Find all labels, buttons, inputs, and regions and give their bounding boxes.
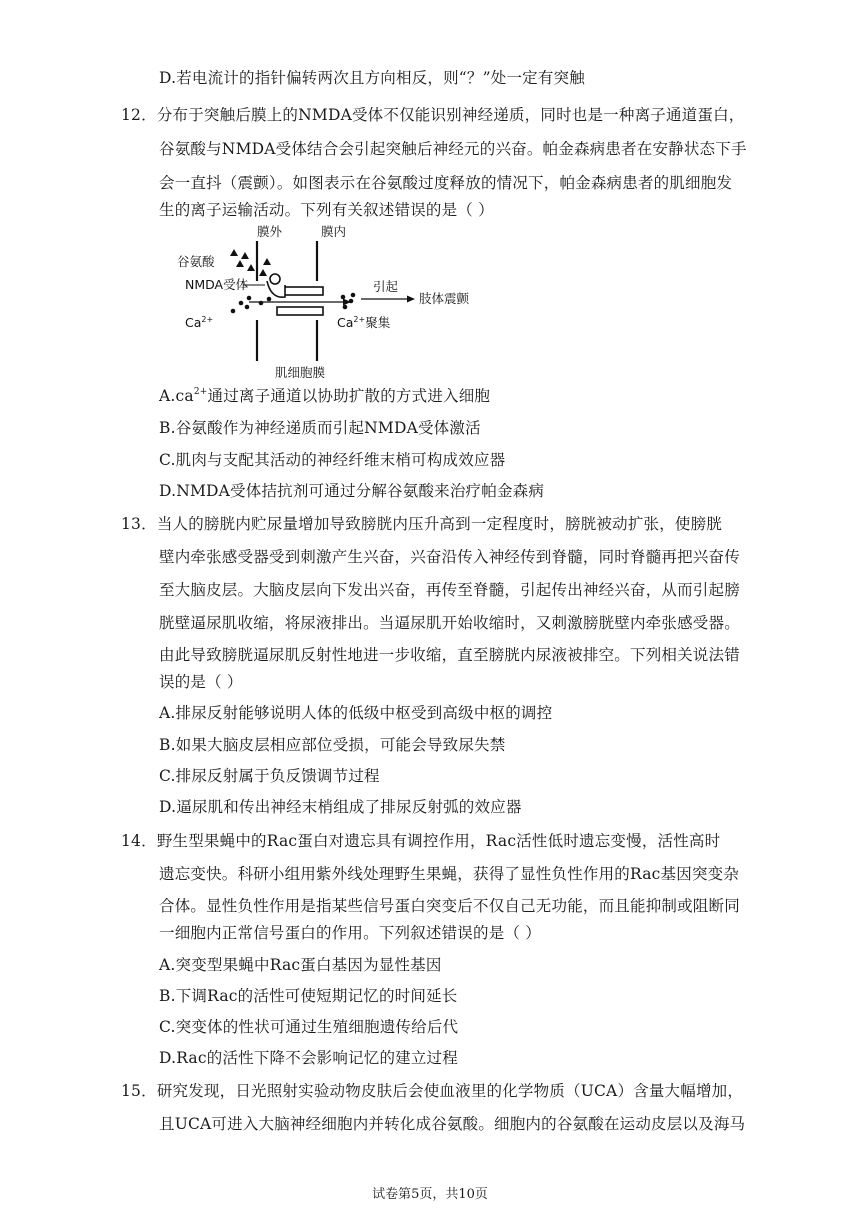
calcium-ion-dot bbox=[231, 309, 236, 314]
q15-stem-line-2: 且UCA可进入大脑神经细胞内并转化成谷氨酸。细胞内的谷氨酸在运动皮层以及海马 bbox=[159, 1115, 746, 1133]
glutamate-triangle bbox=[230, 249, 238, 256]
label-cause: 引起 bbox=[373, 279, 399, 294]
q14-stem-line-1: 14．野生型果蝇中的Rac蛋白对遗忘具有调控作用，Rac活性低时遗忘变慢，活性高时 bbox=[121, 832, 721, 850]
q14-option-d: D.Rac的活性下降不会影响记忆的建立过程 bbox=[159, 1049, 458, 1067]
label-ca-left: $Ca^{2+}$ bbox=[185, 315, 214, 330]
q12-stem-line-1: 12．分布于突触后膜上的NMDA受体不仅能识别神经递质，同时也是一种离子通道蛋白， bbox=[121, 106, 745, 124]
label-effect: 肢体震颤 bbox=[419, 291, 470, 306]
q12-stem-line-3: 会一直抖（震颤）。如图表示在谷氨酸过度释放的情况下，帕金森病患者的肌细胞发 bbox=[159, 174, 733, 192]
q14-stem-line-2: 遗忘变快。科研小组用紫外线处理野生果蝇，获得了显性负性作用的Rac基因突变杂 bbox=[159, 865, 740, 883]
q12-option-b: B.谷氨酸作为神经递质而引起NMDA受体激活 bbox=[159, 419, 481, 437]
q12-option-a: $A.ca^{2+}$通过离子通道以协助扩散的方式进入细胞 bbox=[159, 387, 491, 405]
q12-stem-line-4: 生的离子运输活动。下列有关叙述错误的是（ ） bbox=[159, 201, 494, 219]
q13-stem-line-4: 胱壁逼尿肌收缩，将尿液排出。当逼尿肌开始收缩时，又刺激膀胱壁内牵张感受器。 bbox=[159, 614, 740, 632]
glutamate-triangle bbox=[247, 264, 255, 271]
q13-stem-line-6: 误的是（ ） bbox=[159, 673, 243, 691]
channel-lower-bar bbox=[277, 307, 323, 315]
receptor-binding-site bbox=[270, 274, 280, 284]
page-footer: 试卷第5页，共10页 bbox=[372, 1187, 488, 1202]
label-ca-right: $Ca^{2+}$聚集 bbox=[337, 315, 391, 330]
q13-option-b: B.如果大脑皮层相应部位受损，可能会导致尿失禁 bbox=[159, 736, 506, 754]
glutamate-triangle bbox=[241, 252, 249, 259]
q13-option-a: A.排尿反射能够说明人体的低级中枢受到高级中枢的调控 bbox=[159, 704, 553, 722]
q12-stem-line-2: 谷氨酸与NMDA受体结合会引起突触后神经元的兴奋。帕金森病患者在安静状态下手 bbox=[159, 140, 747, 158]
q13-stem-line-5: 由此导致膀胱逼尿肌反射性地进一步收缩，直至膀胱内尿液被排空。下列相关说法错 bbox=[159, 646, 740, 664]
q13-stem-line-2: 壁内牵张感受器受到刺激产生兴奋，兴奋沿传入神经传到脊髓，同时脊髓再把兴奋传 bbox=[159, 548, 740, 566]
q12-membrane-figure bbox=[175, 223, 505, 383]
glutamate-triangle bbox=[236, 260, 244, 267]
q14-stem-line-3: 合体。显性负性作用是指某些信号蛋白突变后不仅自己无功能，而且能抑制或阻断同 bbox=[159, 897, 740, 915]
label-nmda-receptor: NMDA受体 bbox=[185, 277, 249, 292]
q14-stem-line-4: 一细胞内正常信号蛋白的作用。下列叙述错误的是（ ） bbox=[159, 924, 541, 942]
calcium-ion-dot bbox=[245, 305, 250, 310]
q13-option-c: C.排尿反射属于负反馈调节过程 bbox=[159, 767, 380, 785]
label-membrane: 肌细胞膜 bbox=[275, 365, 326, 380]
q14-option-c: C.突变体的性状可通过生殖细胞遗传给后代 bbox=[159, 1018, 459, 1036]
q13-stem-line-1: 13．当人的膀胱内贮尿量增加导致膀胱内压升高到一定程度时，膀胱被动扩张，使膀胱 bbox=[121, 515, 723, 533]
calcium-ion-dot bbox=[239, 301, 244, 306]
q12-option-d: D.NMDA受体拮抗剂可通过分解谷氨酸来治疗帕金森病 bbox=[159, 482, 545, 500]
cause-arrowhead bbox=[407, 296, 415, 303]
label-outside: 膜外 bbox=[257, 224, 283, 239]
q11-option-d: D.若电流计的指针偏转两次且方向相反，则“？”处一定有突触 bbox=[159, 69, 585, 87]
glutamate-triangle bbox=[259, 269, 267, 276]
calcium-ion-dot bbox=[351, 293, 356, 298]
label-glutamate: 谷氨酸 bbox=[177, 254, 215, 269]
q15-stem-line-1: 15．研究发现，日光照射实验动物皮肤后会使血液里的化学物质（UCA）含量大幅增加， bbox=[121, 1082, 744, 1100]
calcium-ion-dot bbox=[267, 297, 272, 302]
calcium-ion-dot bbox=[343, 305, 348, 310]
label-inside: 膜内 bbox=[321, 224, 347, 239]
calcium-ion-dot bbox=[247, 296, 252, 301]
q13-option-d: D.逼尿肌和传出神经末梢组成了排尿反射弧的效应器 bbox=[159, 798, 522, 816]
q14-option-b: B.下调Rac的活性可使短期记忆的时间延长 bbox=[159, 987, 458, 1005]
q14-option-a: A.突变型果蝇中Rac蛋白基因为显性基因 bbox=[159, 956, 442, 974]
glutamate-triangle bbox=[263, 258, 271, 265]
q12-option-c: C.肌肉与支配其活动的神经纤维末梢可构成效应器 bbox=[159, 451, 506, 469]
q13-stem-line-3: 至大脑皮层。大脑皮层向下发出兴奋，再传至脊髓，引起传出神经兴奋，从而引起膀 bbox=[159, 581, 740, 599]
